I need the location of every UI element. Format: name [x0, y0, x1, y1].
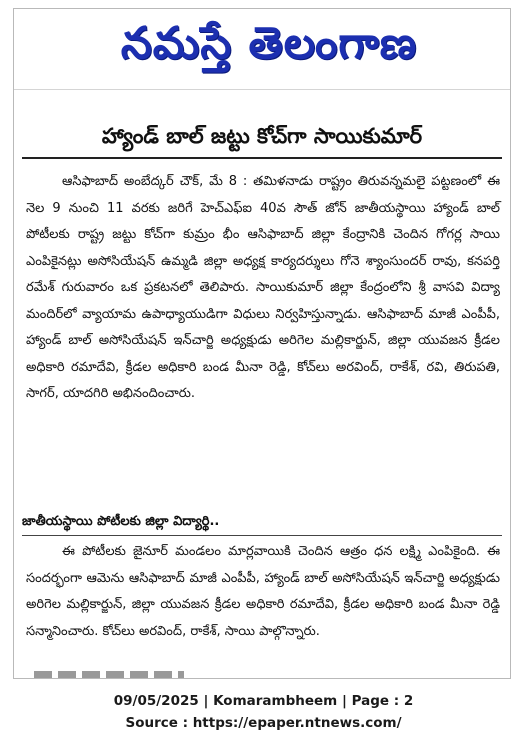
clipped-text-edge	[34, 671, 184, 679]
footer-date-page: 09/05/2025 | Komarambheem | Page : 2	[113, 693, 414, 709]
article-paragraph-2: ఈ పోటీలకు జైనూర్ మండలం మార్లవాయికి చెందిన ఆత్రం ధన లక్ష్మి ఎంపికైంది. ఈ సందర్భంగా ఆమెను ఆసిఫాబాద్ మాజీ ఎంపీపీ, హ్యాండ్ బాల్ అసోసియేషన్ ఇన్‌చార్జి అధ్యక్షుడు అరిగెల మల్లికార్జున్, జిల్లా యువజన క్రీడల అధికారి రమాదేవి, క్రీడల అధికారి బండ మీనా రెడ్డి సన్మానించారు. కోచ్‌లు అరవింద్, రాకేశ్, సాయి పాల్గొన్నారు.	[26, 544, 500, 639]
page-footer	[0, 690, 527, 734]
article-body-2	[26, 539, 500, 645]
footer-source-link[interactable]: Source : https://epaper.ntnews.com/	[125, 715, 402, 731]
masthead-divider	[14, 89, 510, 90]
article-subheading: జాతీయస్థాయి పోటీలకు జిల్లా విద్యార్థి..	[22, 514, 220, 529]
headline-rule	[22, 157, 502, 159]
article-paragraph-1: ఆసిఫాబాద్ అంబేద్కర్ చౌక్, మే 8 : తమిళనాడు రాష్ట్రం తిరువన్నమలై పట్టణంలో ఈ నెల 9 నుంచి 11 వరకు జరిగే హెచ్‌ఎఫ్‌ఐ 40వ సౌత్ జోన్ జాతీయస్థాయి హ్యాండ్ బాల్ పోటీలకు రాష్ట్ర జట్టు కోచ్‌గా కుమ్రం భీం ఆసిఫాబాద్ జిల్లా కేంద్రానికి చెందిన గోగర్ల సాయి ఎంపికైనట్లు అసోసియేషన్ ఉమ్మడి జిల్లా అధ్యక్ష కార్యదర్శులు గోనె శ్యాంసుందర్ రావు, కనపర్తి రమేశ్ గురువారం ఒక ప్రకటనలో తెలిపారు. సాయికుమార్ జిల్లా కేంద్రంలోని శ్రీ వాసవి విద్యా మందిర్‌లో వ్యాయామ ఉపాధ్యాయుడిగా విధులు నిర్వహిస్తున్నాడు. ఆసిఫాబాద్ మాజీ ఎంపీపీ, హ్యాండ్ బాల్ అసోసియేషన్ ఇన్‌చార్జి అధ్యక్షుడు అరిగెల మల్లికార్జున్, జిల్లా యువజన క్రీడల అధికారి రమాదేవి, క్రీడల అధికారి బండ మీనా రెడ్డి, కోచ్‌లు అరవింద్, రాకేశ్, రవి, తిరుపతి, సాగర్, యాదగిరి అభినందించారు.	[26, 174, 500, 401]
newspaper-masthead	[74, 13, 464, 75]
subheading-rule	[22, 535, 502, 536]
article-body	[26, 169, 500, 408]
newspaper-clipping	[13, 8, 511, 679]
masthead-title: నమస్తే తెలంగాణ	[120, 18, 418, 69]
article-headline: హ్యాండ్ బాల్ జట్టు కోచ్‌గా సాయికుమార్	[101, 124, 423, 148]
